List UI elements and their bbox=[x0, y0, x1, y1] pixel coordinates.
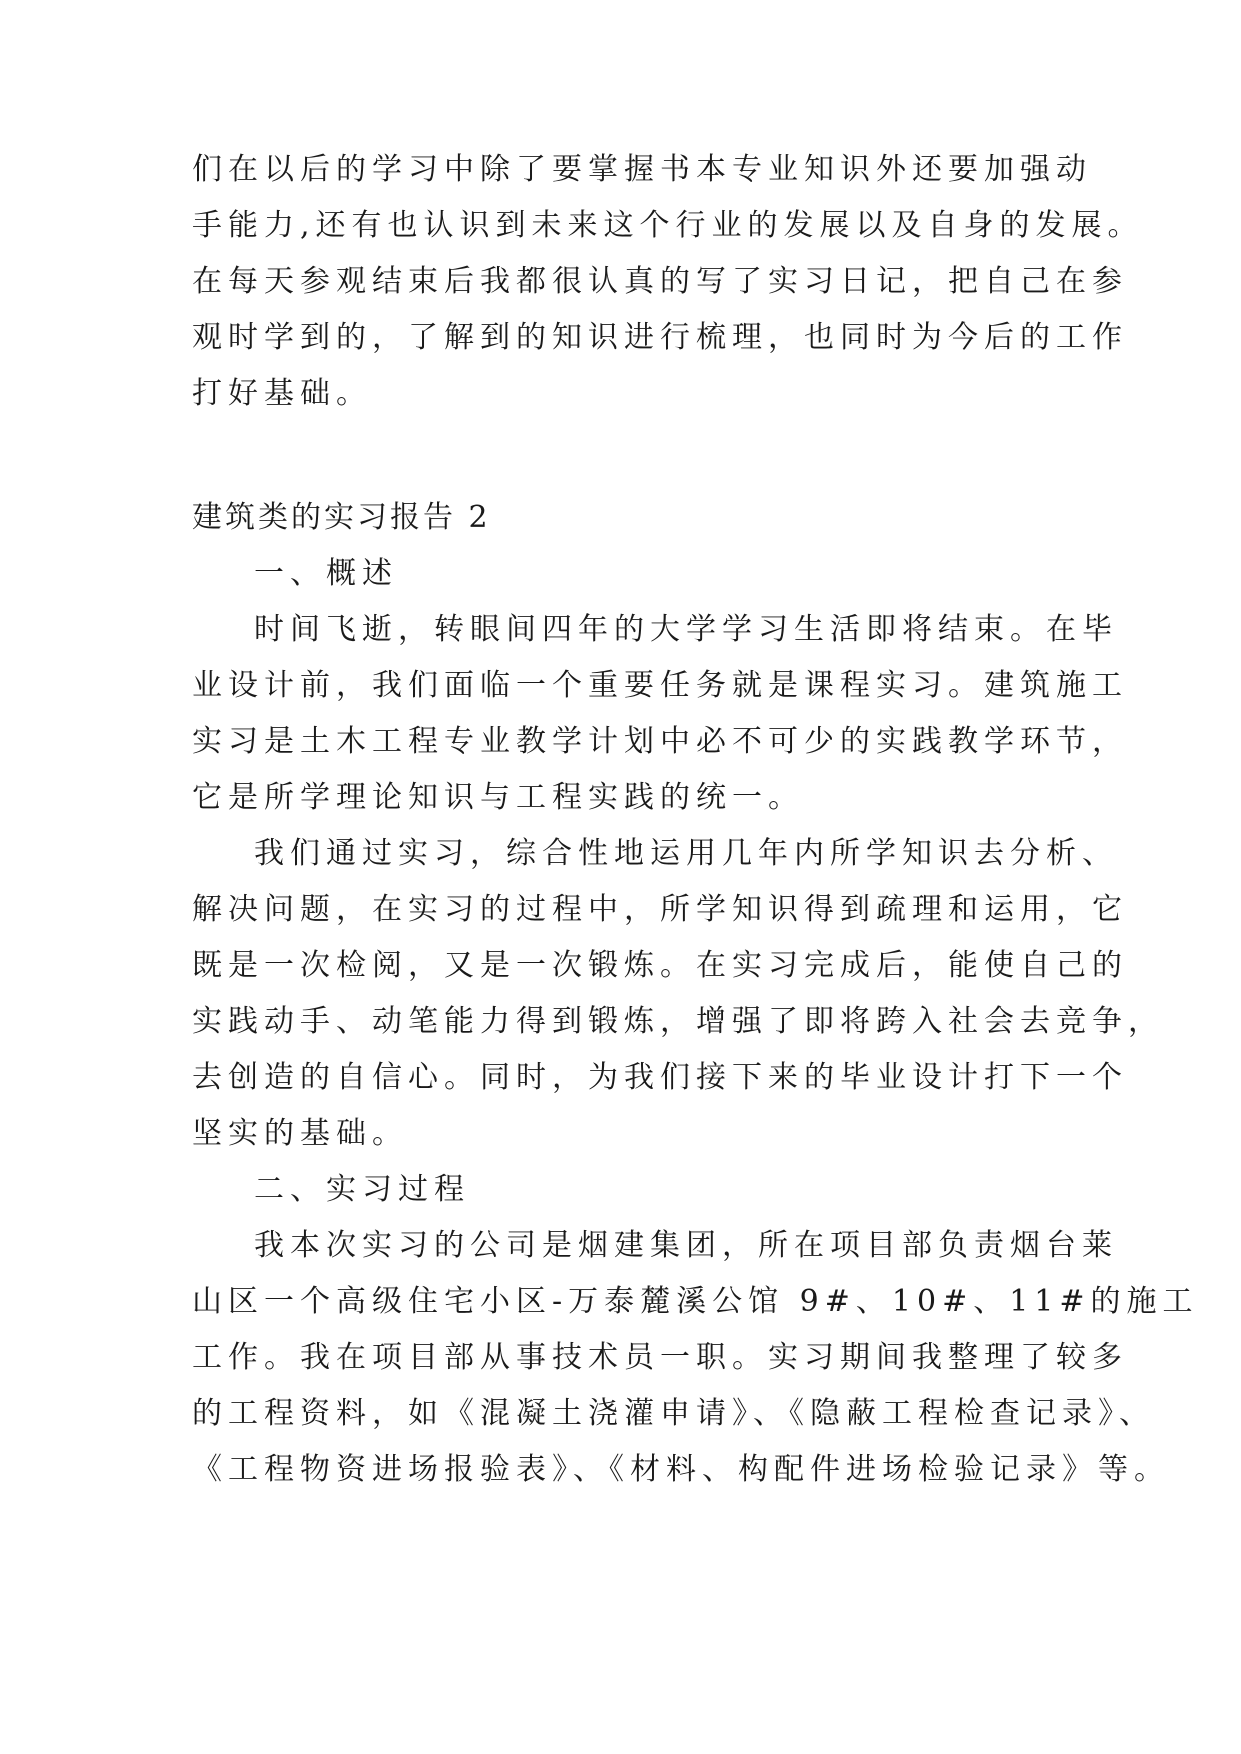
section-heading: 二、实习过程 bbox=[254, 1172, 470, 1207]
text-line: 观时学到的，了解到的知识进行梳理，也同时为今后的工作 bbox=[192, 320, 1128, 355]
text-line: 去创造的自信心。同时，为我们接下来的毕业设计打下一个 bbox=[192, 1060, 1128, 1095]
section-heading: 一、概述 bbox=[254, 556, 398, 591]
text-line: 我们通过实习，综合性地运用几年内所学知识去分析、 bbox=[254, 836, 1118, 871]
report-title: 建筑类的实习报告 2 bbox=[192, 500, 491, 535]
text-line: 业设计前，我们面临一个重要任务就是课程实习。建筑施工 bbox=[192, 668, 1128, 703]
text-line: 它是所学理论知识与工程实践的统一。 bbox=[192, 780, 804, 815]
text-line: 工作。我在项目部从事技术员一职。实习期间我整理了较多 bbox=[192, 1340, 1128, 1375]
text-line: 实习是土木工程专业教学计划中必不可少的实践教学环节， bbox=[192, 724, 1128, 759]
text-line: 既是一次检阅，又是一次锻炼。在实习完成后，能使自己的 bbox=[192, 948, 1128, 983]
text-line: 解决问题，在实习的过程中，所学知识得到疏理和运用，它 bbox=[192, 892, 1128, 927]
text-line: 打好基础。 bbox=[192, 376, 372, 411]
text-line: 山区一个高级住宅小区-万泰麓溪公馆 9#、10#、11#的施工 bbox=[192, 1284, 1199, 1319]
text-line: 实践动手、动笔能力得到锻炼，增强了即将跨入社会去竞争， bbox=[192, 1004, 1164, 1039]
text-line: 时间飞逝，转眼间四年的大学学习生活即将结束。在毕 bbox=[254, 612, 1118, 647]
text-line: 我本次实习的公司是烟建集团，所在项目部负责烟台莱 bbox=[254, 1228, 1118, 1263]
text-line: 《工程物资进场报验表》、《材料、构配件进场检验记录》等。 bbox=[192, 1452, 1170, 1487]
text-line: 坚实的基础。 bbox=[192, 1116, 408, 1151]
text-line: 手能力,还有也认识到未来这个行业的发展以及自身的发展。 bbox=[192, 208, 1144, 243]
text-line: 在每天参观结束后我都很认真的写了实习日记，把自己在参 bbox=[192, 264, 1128, 299]
text-line: 的工程资料，如《混凝土浇灌申请》、《隐蔽工程检查记录》、 bbox=[192, 1396, 1155, 1431]
text-line: 们在以后的学习中除了要掌握书本专业知识外还要加强动 bbox=[192, 152, 1092, 187]
